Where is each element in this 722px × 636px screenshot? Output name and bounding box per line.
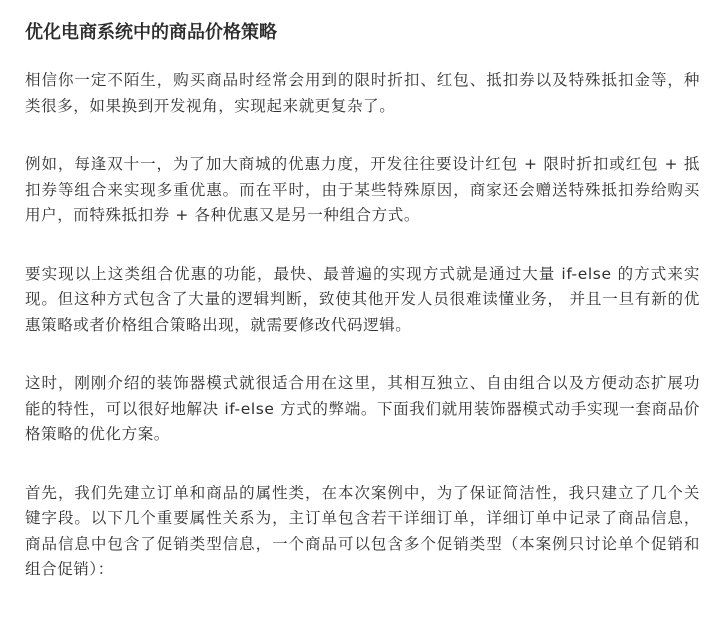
article-paragraph-1: 相信你一定不陌生，购买商品时经常会用到的限时折扣、红包、抵扣券以及特殊抵扣金等，种类很多，如果换到开发视角，实现起来就更复杂了。: [25, 71, 700, 115]
article-paragraph-4: 这时，刚刚介绍的装饰器模式就很适合用在这里，其相互独立、自由组合以及方便动态扩展功能的特性，可以很好地解决 if-else 方式的弊端。下面我们就用装饰器模式动手实现一套商品价格策略的优化方案。: [25, 374, 700, 443]
article-paragraph-5: 首先，我们先建立订单和商品的属性类，在本次案例中，为了保证简洁性，我只建立了几个关键字段。以下几个重要属性关系为，主订单包含若干详细订单，详细订单中记录了商品信息，商品信息中包含了促销类型信息，一个商品可以包含多个促销类型（本案例只讨论单个促销和组合促销）：: [25, 483, 700, 578]
article-paragraph-3: 要实现以上这类组合优惠的功能，最快、最普遍的实现方式就是通过大量 if-else 的方式来实现。但这种方式包含了大量的逻辑判断，致使其他开发人员很难读懂业务， 并且一旦有新的优惠策略或者价格组合策略出现，就需要修改代码逻辑。: [25, 264, 700, 334]
article-paragraph-2: 例如，每逢双十一，为了加大商城的优惠力度，开发往往要设计红包 + 限时折扣或红包 + 抵扣券等组合来实现多重优惠。而在平时，由于某些特殊原因，商家还会赠送特殊抵扣券给购买用户，而特殊抵扣券 + 各种优惠又是另一种组合方式。: [25, 155, 700, 224]
article-title: 优化电商系统中的商品价格策略: [25, 22, 277, 43]
